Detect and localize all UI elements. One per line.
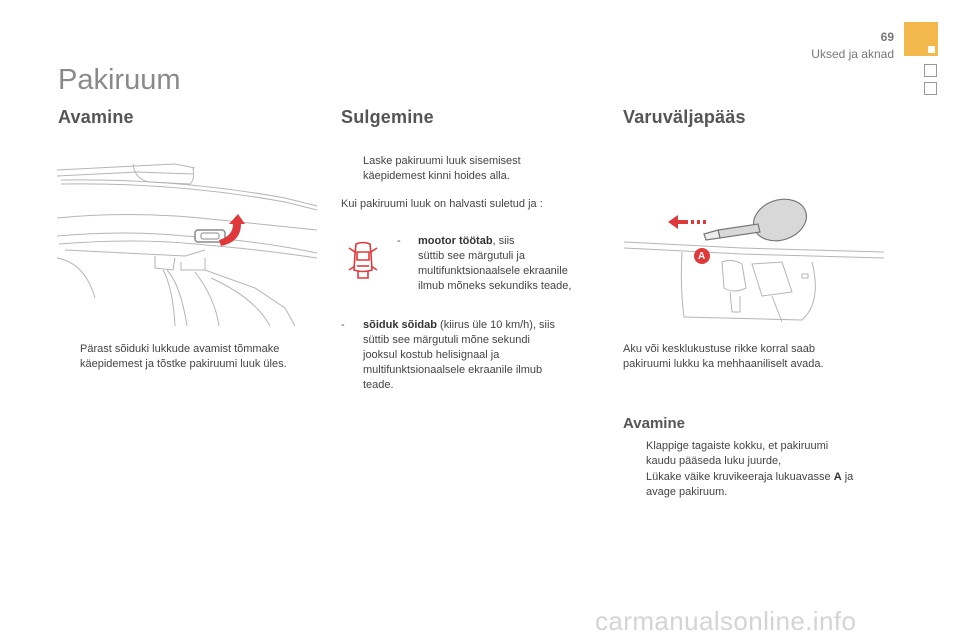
page-number: 69	[880, 30, 894, 44]
open-door-warning-icon	[347, 240, 379, 282]
instruction-text: Lükake väike kruvikeeraja lukuavasse A ja avage pakiruum.	[646, 471, 854, 498]
emergency-release-illustration	[622, 192, 884, 327]
section-label: Uksed ja aknad	[811, 47, 894, 61]
dash: -	[397, 235, 401, 247]
page-title: Pakiruum	[58, 64, 181, 96]
chapter-tab-active[interactable]	[904, 22, 938, 56]
condition-vehicle-moving: sõiduk sõidab (kiirus üle 10 km/h), siis süttib see märgutuli mõne sekundi jooksul kostub helisignaal ja multifunktsionaalsele ekraanile ilmub teade.	[363, 319, 555, 391]
subheading-avamine: Avamine	[623, 415, 685, 432]
dash: -	[341, 319, 345, 331]
instruction-text: Klappige tagaiste kokku, et pakiruumi kaudu pääseda luku juurde,	[646, 440, 829, 467]
heading-avamine: Avamine	[58, 107, 134, 127]
heading-sulgemine: Sulgemine	[341, 107, 434, 127]
heading-varuvaljapaas: Varuväljapääs	[623, 107, 746, 127]
instruction-text: Pärast sõiduki lukkude avamist tõmmake käepidemest ja tõstke pakiruumi luuk üles.	[80, 343, 287, 370]
callout-a-label: A	[698, 251, 706, 262]
intro-text: Kui pakiruumi luuk on halvasti suletud ja :	[341, 198, 543, 210]
tab-marker-icon	[928, 46, 935, 53]
instruction-text: Laske pakiruumi luuk sisemisest käepidemest kinni hoides alla.	[363, 155, 521, 182]
tailgate-handle-illustration	[55, 158, 317, 328]
emergency-text: Aku või kesklukustuse rikke korral saab pakiruumi lukku ka mehhaaniliselt avada.	[623, 343, 824, 370]
footer-watermark: carmanualsonline.info	[595, 606, 857, 636]
chapter-tab[interactable]	[924, 64, 937, 77]
condition-engine-running: mootor töötab, siis süttib see märgutuli ja multifunktsionaalsele ekraanile ilmub mõneks sekundiks teade,	[418, 235, 572, 292]
push-left-arrow-icon	[668, 215, 688, 229]
chapter-tab[interactable]	[924, 82, 937, 95]
